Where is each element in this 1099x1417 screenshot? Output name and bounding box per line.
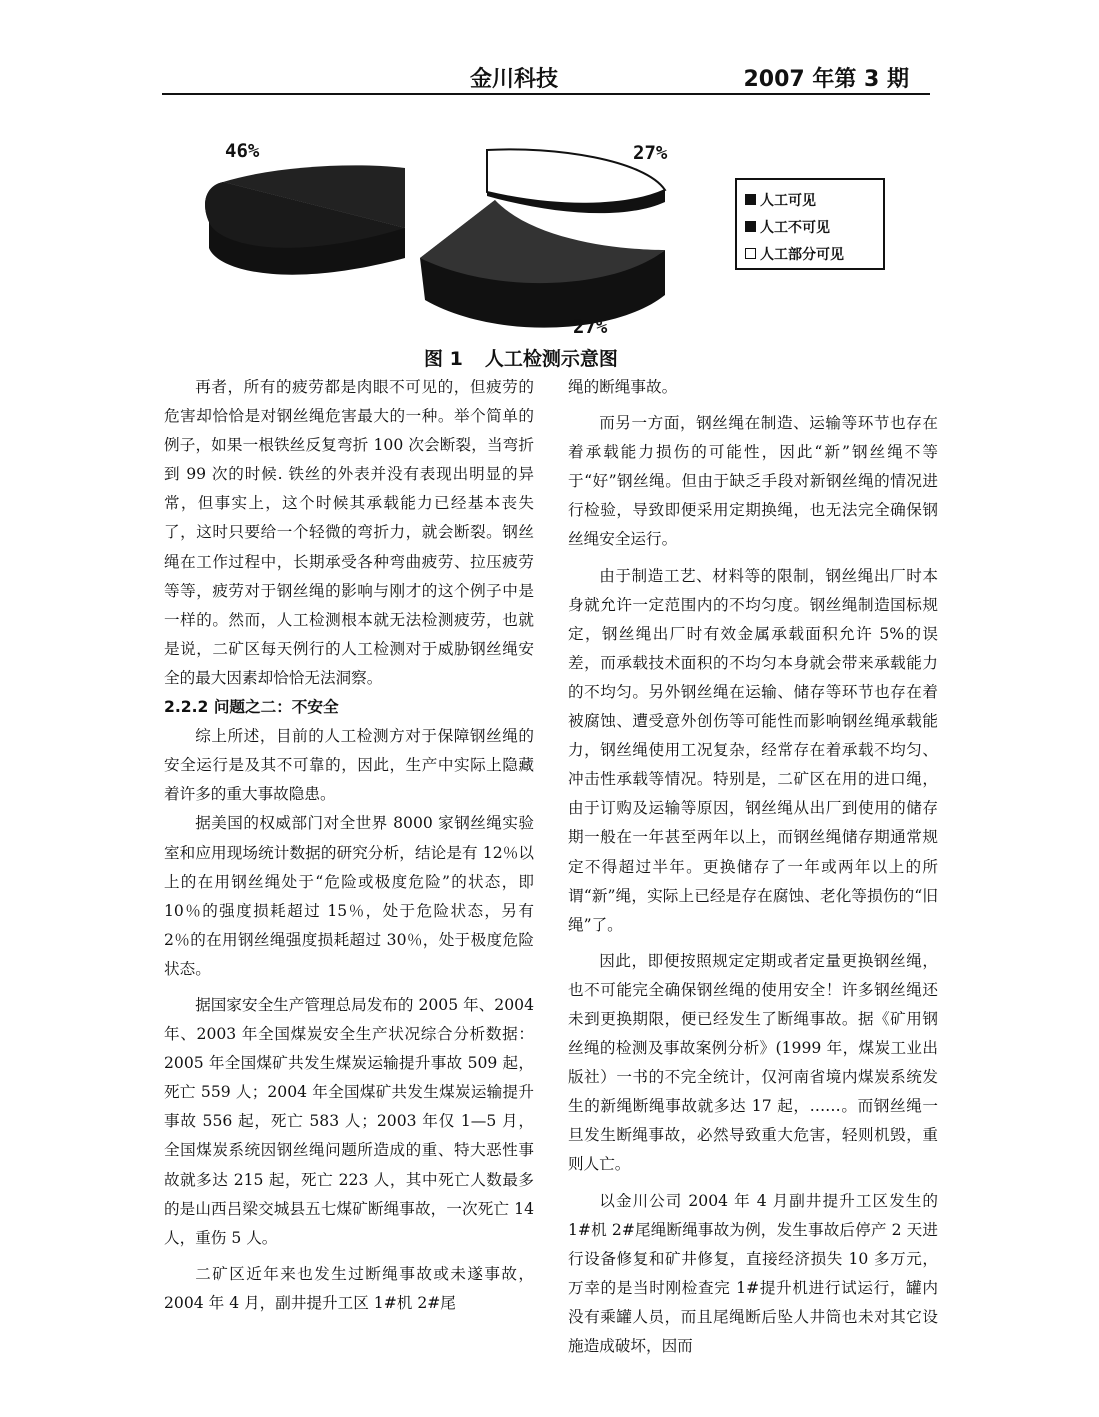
paragraph: 由于制造工艺、材料等的限制，钢丝绳出厂时本身就允许一定范围内的不均匀度。钢丝绳制造国标规定，钢丝绳出厂时有效金属承载面积允许 5%的误差，而承载技术面积的不均匀本身就会带来承载能力的不均匀。另外钢丝绳在运输、储存等环节也存在着被腐蚀、遭受意外创伤等可能性而影响钢丝绳承载能力，钢丝绳使用工况复杂，经常存在着承载不均匀、冲击性承载等情况。特别是，二矿区在用的进口绳，由于订购及运输等原因，钢丝绳从出厂到使用的储存期一般在一年甚至两年以上，而钢丝绳储存期通常规定不得超过半年。更换储存了一年或两年以上的所谓“新”绳，实际上已经是存在腐蚀、老化等损伤的“旧绳”了。 <box>568 566 938 934</box>
left-column <box>164 373 534 1318</box>
paragraph: 再者，所有的疲劳都是肉眼不可见的，但疲劳的危害却恰恰是对钢丝绳危害最大的一种。举个简单的例子，如果一根铁丝反复弯折 100 次会断裂，当弯折到 99 次的时候. 铁丝的外表并没有表现出明显的异常，但事实上，这个时候其承载能力已经基本丧失了，这时只要给一个轻微的弯折力，就会断裂。钢丝绳在工作过程中，长期承受各种弯曲疲劳、拉压疲劳等等，疲劳对于钢丝绳的影响与刚才的这个例子中是一样的。然而，人工检测根本就无法检测疲劳，也就是说，二矿区每天例行的人工检测对于威胁钢丝绳安全的最大因素却恰恰无法洞察。 <box>164 378 534 687</box>
figure-caption <box>424 344 618 371</box>
journal-name: 金川科技 <box>470 67 559 92</box>
legend-item <box>745 213 875 240</box>
paragraph: 综上所述，目前的人工检测方对于保障钢丝绳的安全运行是及其不可靠的，因此，生产中实际上隐藏着许多的重大事故隐患。 <box>164 727 534 804</box>
paragraph: 绳的断绳事故。 <box>568 378 678 396</box>
figure-label: 图 1 <box>424 348 463 370</box>
issue-number: 2007 年第 3 期 <box>743 67 909 92</box>
legend-label: 人工可见 <box>760 192 816 209</box>
right-column <box>568 373 938 1361</box>
legend-swatch <box>745 194 756 205</box>
legend-swatch <box>745 248 756 259</box>
paragraph: 据美国的权威部门对全世界 8000 家钢丝绳实验室和应用现场统计数据的研究分析，结论是有 12％以上的在用钢丝绳处于“危险或极度危险”的状态，即 10％的强度损耗超过 15％，处于危险状态，另有 2％的在用钢丝绳强度损耗超过 30％，处于极度危险状态。 <box>164 814 534 978</box>
pie-label-46: 46% <box>225 140 260 162</box>
section-heading: 2.2.2 问题之二：不安全 <box>164 698 339 717</box>
legend-label: 人工部分可见 <box>760 246 844 263</box>
paragraph: 而另一方面，钢丝绳在制造、运输等环节也存在着承载能力损伤的可能性，因此“新”钢丝绳不等于“好”钢丝绳。但由于缺乏手段对新钢丝绳的情况进行检验，导致即便采用定期换绳，也无法完全确保钢丝绳安全运行。 <box>568 414 938 549</box>
figure-pie-chart <box>195 130 915 345</box>
paragraph: 据国家安全生产管理总局发布的 2005 年、2004 年、2003 年全国煤炭安全生产状况综合分析数据：2005 年全国煤矿共发生煤炭运输提升事故 509 起，死亡 559 人；2004 年全国煤矿共发生煤炭运输提升事故 556 起，死亡 583 人；2003 年仅 1—5 月，全国煤炭系统因钢丝绳问题所造成的重、特大恶性事故就多达 215 起，死亡 223 人，其中死亡人数最多的是山西吕梁交城县五七煤矿断绳事故，一次死亡 14 人，重伤 5 人。 <box>164 995 534 1247</box>
chart-legend <box>735 178 885 270</box>
pie-label-27-top: 27% <box>633 142 668 164</box>
legend-item <box>745 186 875 213</box>
legend-swatch <box>745 221 756 232</box>
paragraph: 因此，即便按照规定定期或者定量更换钢丝绳，也不可能完全确保钢丝绳的使用安全！许多钢丝绳还未到更换期限，便已经发生了断绳事故。据《矿用钢丝绳的检测及事故案例分析》(1999 年，煤炭工业出版社）一书的不完全统计，仅河南省境内煤炭系统发生的新绳断绳事故就多达 17 起，……。而钢丝绳一旦发生断绳事故，必然导致重大危害，轻则机毁，重则人亡。 <box>568 951 938 1174</box>
pie-label-27-bottom: 27% <box>573 316 608 338</box>
paragraph: 二矿区近年来也发生过断绳事故或未遂事故，2004 年 4 月，副井提升工区 1#机 2#尾 <box>164 1264 534 1312</box>
legend-label: 人工不可见 <box>760 219 830 236</box>
header-rule <box>162 93 930 95</box>
legend-item <box>745 240 875 267</box>
paragraph: 以金川公司 2004 年 4 月副井提升工区发生的 1#机 2#尾绳断绳事故为例，发生事故后停产 2 天进行设备修复和矿井修复，直接经济损失 10 多万元，万幸的是当时刚检查完 1#提升机进行试运行，罐内没有乘罐人员，而且尾绳断后坠人井筒也未对其它设施造成破坏，因而 <box>568 1191 938 1355</box>
figure-title: 人工检测示意图 <box>484 348 618 370</box>
